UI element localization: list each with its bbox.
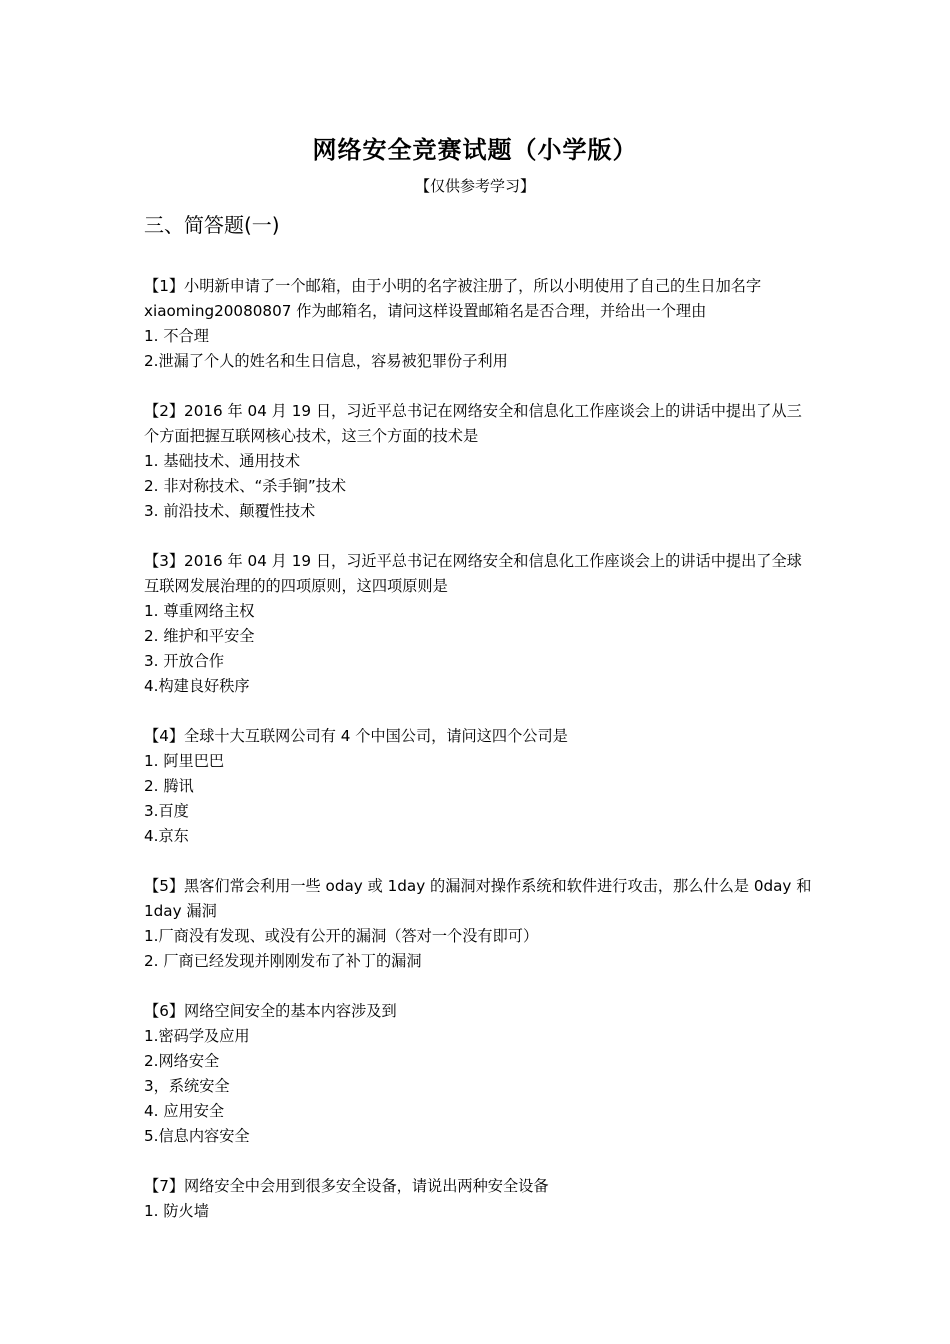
answer-line: 4.构建良好秩序 bbox=[144, 677, 250, 695]
question-5 bbox=[144, 874, 814, 974]
question-text: 【2】2016 年 04 月 19 日，习近平总书记在网络安全和信息化工作座谈会上的讲话中提出了从三个方面把握互联网核心技术，这三个方面的技术是 bbox=[144, 402, 802, 445]
answer-line: 2. 非对称技术、“杀手锏”技术 bbox=[144, 477, 347, 495]
answer-line: 1. 防火墙 bbox=[144, 1202, 209, 1220]
question-text: 【7】网络安全中会用到很多安全设备，请说出两种安全设备 bbox=[144, 1177, 549, 1195]
question-6 bbox=[144, 999, 814, 1149]
answer-line: 2. 腾讯 bbox=[144, 777, 194, 795]
answer-line: 1. 基础技术、通用技术 bbox=[144, 452, 301, 470]
answer-line: 2. 厂商已经发现并刚刚发布了补丁的漏洞 bbox=[144, 952, 422, 970]
question-4 bbox=[144, 724, 814, 849]
answer-line: 3. 开放合作 bbox=[144, 652, 225, 670]
answer-line: 1.厂商没有发现、或没有公开的漏洞（答对一个没有即可） bbox=[144, 927, 539, 945]
answer-line: 1.密码学及应用 bbox=[144, 1027, 250, 1045]
answer-line: 1. 不合理 bbox=[144, 327, 209, 345]
question-text: 【5】黑客们常会利用一些 oday 或 1day 的漏洞对操作系统和软件进行攻击，那么什么是 0day 和 1day 漏洞 bbox=[144, 877, 812, 920]
answer-line: 5.信息内容安全 bbox=[144, 1127, 250, 1145]
question-7 bbox=[144, 1174, 814, 1224]
question-text: 【1】小明新申请了一个邮箱，由于小明的名字被注册了，所以小明使用了自己的生日加名字 xiaoming20080807 作为邮箱名，请问这样设置邮箱名是否合理，并给出一个理由 bbox=[144, 277, 762, 320]
question-1 bbox=[144, 274, 814, 374]
question-3 bbox=[144, 549, 814, 699]
document-subtitle: 【仅供参考学习】 bbox=[414, 177, 535, 195]
answer-line: 3.百度 bbox=[144, 802, 189, 820]
question-text: 【3】2016 年 04 月 19 日，习近平总书记在网络安全和信息化工作座谈会上的讲话中提出了全球互联网发展治理的的四项原则，这四项原则是 bbox=[144, 552, 802, 595]
question-text: 【6】网络空间安全的基本内容涉及到 bbox=[144, 1002, 397, 1020]
answer-line: 4.京东 bbox=[144, 827, 189, 845]
answer-line: 4. 应用安全 bbox=[144, 1102, 225, 1120]
question-2 bbox=[144, 399, 814, 524]
question-text: 【4】全球十大互联网公司有 4 个中国公司，请问这四个公司是 bbox=[144, 727, 568, 745]
question-list bbox=[144, 274, 814, 1249]
document-title: 网络安全竞赛试题（小学版） bbox=[312, 135, 638, 164]
answer-line: 2.网络安全 bbox=[144, 1052, 220, 1070]
answer-line: 1. 尊重网络主权 bbox=[144, 602, 255, 620]
answer-line: 3，系统安全 bbox=[144, 1077, 230, 1095]
answer-line: 2. 维护和平安全 bbox=[144, 627, 255, 645]
answer-line: 2.泄漏了个人的姓名和生日信息，容易被犯罪份子利用 bbox=[144, 352, 508, 370]
section-heading: 三、简答题(一) bbox=[144, 213, 280, 237]
answer-line: 1. 阿里巴巴 bbox=[144, 752, 225, 770]
answer-line: 3. 前沿技术、颠覆性技术 bbox=[144, 502, 316, 520]
